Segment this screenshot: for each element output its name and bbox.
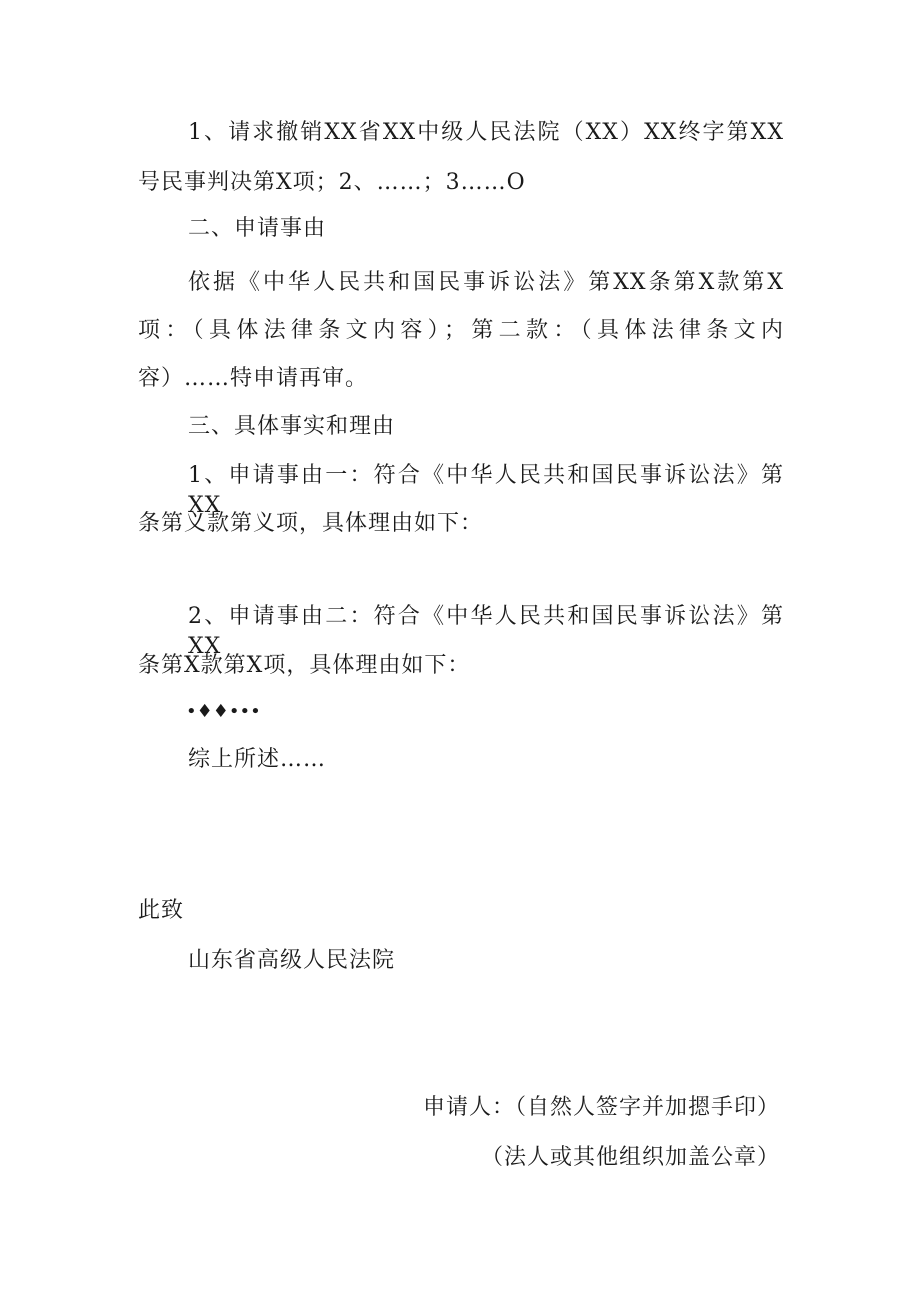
request-line-2: 号民事判决第X项；2、……；3……O bbox=[138, 170, 526, 195]
section-heading-reasons: 二、申请事由 bbox=[188, 216, 327, 241]
section-heading-facts: 三、具体事实和理由 bbox=[188, 414, 396, 439]
basis-line-3: 容）……特申请再审。 bbox=[138, 366, 369, 391]
court-name: 山东省高级人民法院 bbox=[188, 948, 396, 973]
organization-seal-line: （法人或其他组织加盖公章） bbox=[480, 1145, 780, 1170]
salutation: 此致 bbox=[138, 898, 185, 923]
request-line-1: 1、请求撤销XX省XX中级人民法院（XX）XX终字第XX bbox=[188, 120, 784, 145]
reason-1-line-2: 条第义款第义项，具体理由如下： bbox=[138, 511, 484, 536]
basis-line-1: 依据《中华人民共和国民事诉讼法》第XX条第X款第X bbox=[188, 270, 784, 295]
applicant-signature-line: 申请人：（自然人签字并加摁手印） bbox=[422, 1095, 780, 1120]
reason-1-line-1: 1、申请事由一：符合《中华人民共和国民事诉讼法》第XX bbox=[188, 463, 784, 518]
bullet-marks: •♦♦••• bbox=[186, 701, 261, 722]
reason-2-line-2: 条第X款第X项，具体理由如下： bbox=[138, 653, 471, 678]
summary-line: 综上所述…… bbox=[188, 747, 327, 772]
reason-2-line-1: 2、申请事由二：符合《中华人民共和国民事诉讼法》第XX bbox=[188, 604, 784, 659]
basis-line-2: 项：（具体法律条文内容）；第二款：（具体法律条文内 bbox=[138, 318, 784, 343]
